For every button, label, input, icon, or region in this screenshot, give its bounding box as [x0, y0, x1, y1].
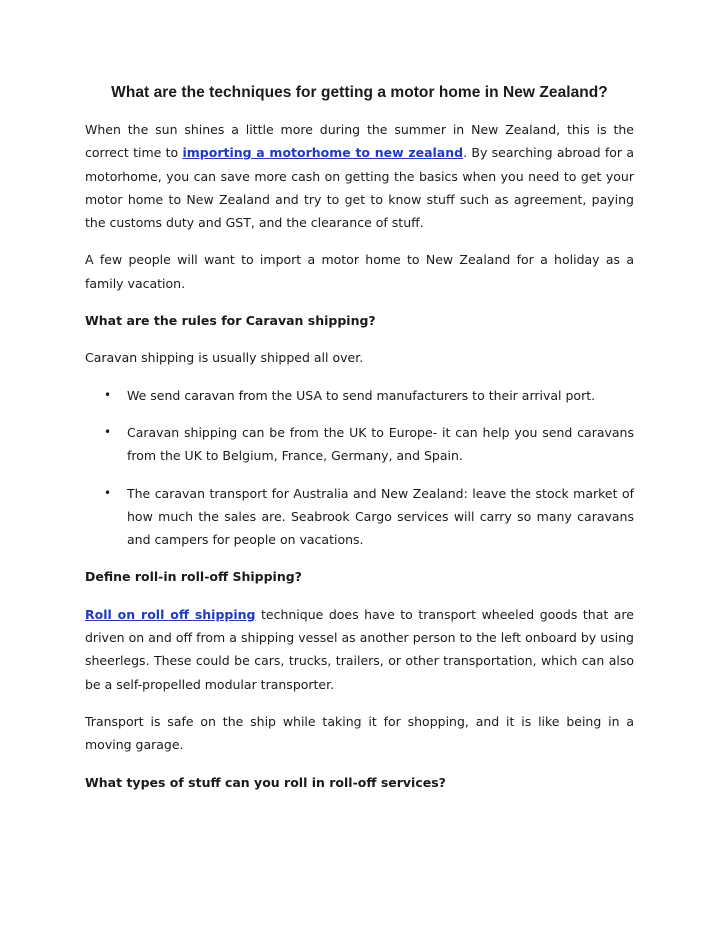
bullet-icon: • — [104, 424, 112, 439]
caravan-rules-heading: What are the rules for Caravan shipping? — [85, 313, 376, 329]
bullet-icon: • — [104, 387, 112, 402]
bullet-icon: • — [104, 485, 112, 500]
intro-text-before: When the sun shines a little more during the summer in New Zealand, this is the correct time to — [85, 122, 634, 161]
roro-paragraph — [85, 603, 634, 696]
list-item — [85, 421, 634, 468]
list-item-text: We send caravan from the USA to send manufacturers to their arrival port. — [127, 387, 596, 403]
family-vacation-paragraph: A few people will want to import a motor home to New Zealand for a holiday as a family vacation. — [85, 252, 634, 291]
page-title: What are the techniques for getting a motor home in New Zealand? — [111, 84, 608, 101]
list-item — [85, 384, 634, 407]
list-item-text: Caravan shipping can be from the UK to Europe- it can help you send caravans from the UK to Belgium, France, Germany, and Spain. — [127, 424, 634, 464]
caravan-shipping-paragraph: Caravan shipping is usually shipped all over. — [85, 350, 364, 366]
intro-text-after: . By searching abroad for a motorhome, you can save more cash on getting the basics when you need to get your motor home to New Zealand and try to get to know stuff such as agreement, paying the customs duty and GST, and the clearance of stuff. — [85, 145, 634, 231]
importing-motorhome-link[interactable]: importing a motorhome to new zealand — [182, 145, 464, 161]
roro-text-after: technique does have to transport wheeled goods that are driven on and off from a shipping vessel as another person to the left onboard by using sheerlegs. These could be cars, trucks, trailers, or other transportation, which can also be a self-propelled modular transporter. — [85, 606, 634, 692]
list-item-text: The caravan transport for Australia and New Zealand: leave the stock market of how much the sales are. Seabrook Cargo services will carry so many caravans and campers for people on vacations. — [127, 485, 634, 548]
roro-definition-heading: Define roll-in roll-off Shipping? — [85, 569, 302, 585]
caravan-bullet-list — [85, 384, 634, 552]
roro-types-heading: What types of stuff can you roll in roll-off services? — [85, 774, 446, 790]
roll-on-roll-off-link[interactable]: Roll on roll off shipping — [85, 606, 256, 622]
list-item — [85, 482, 634, 552]
intro-paragraph — [85, 118, 634, 234]
document-page — [85, 84, 634, 808]
moving-garage-paragraph: Transport is safe on the ship while taking it for shopping, and it is like being in a moving garage. — [85, 713, 634, 753]
